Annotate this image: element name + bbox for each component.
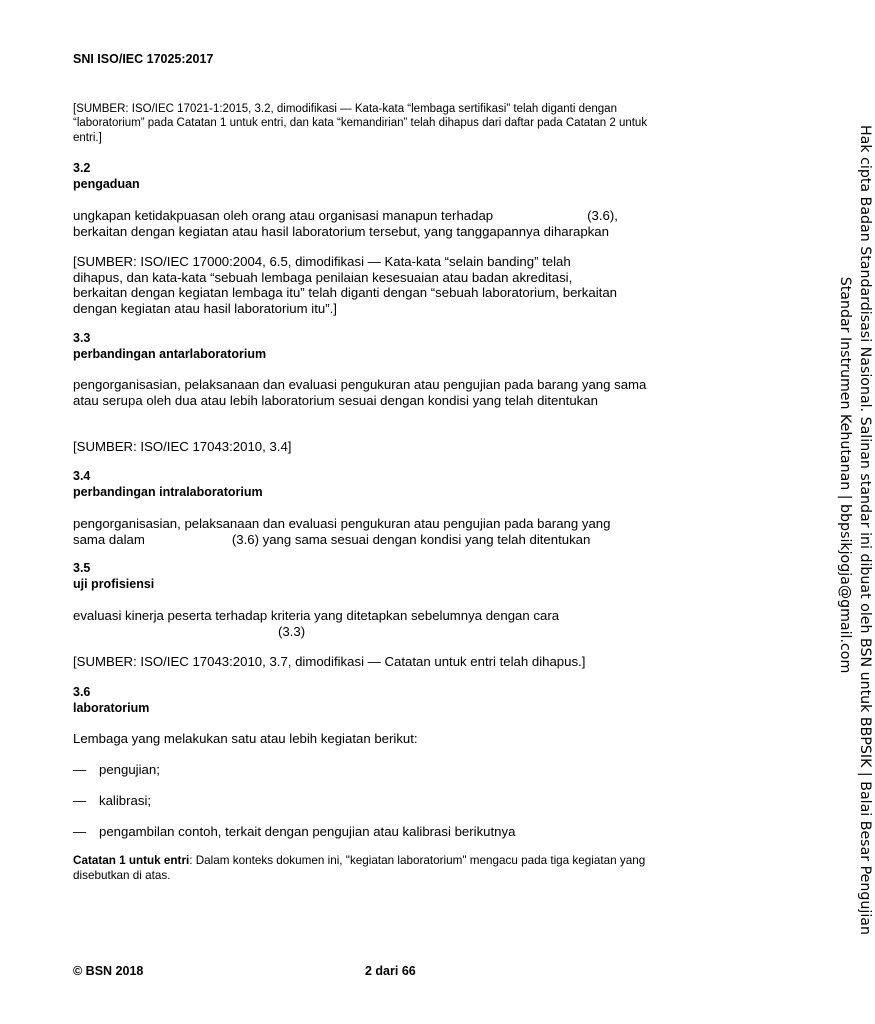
definition-reference: (3.3) bbox=[278, 623, 306, 639]
list-item-text: pengambilan contoh, terkait dengan pengujian atau kalibrasi berikutnya bbox=[99, 824, 516, 839]
section-number: 3.6 bbox=[73, 685, 91, 699]
copyright-watermark bbox=[835, 125, 875, 935]
definition-reference: (3.6), bbox=[587, 208, 618, 223]
definition-text: berkaitan dengan kegiatan atau hasil laboratorium tersebut, yang tanggapannya diharapkan bbox=[73, 223, 609, 239]
section-term: perbandingan antarlaboratorium bbox=[73, 346, 267, 361]
document-id-header: SNI ISO/IEC 17025:2017 bbox=[73, 52, 214, 66]
dash-bullet: — bbox=[73, 762, 87, 777]
section-number: 3.5 bbox=[73, 561, 91, 575]
watermark-line-1: Hak cipta Badan Standardisasi Nasional. Salinan standar ini dibuat oleh BSN untuk BBPSIK | Balai Besar Pengujian bbox=[857, 125, 873, 935]
list-item bbox=[73, 793, 151, 809]
section-3-2 bbox=[73, 161, 658, 192]
section-number: 3.2 bbox=[73, 161, 91, 175]
definition-3-4 bbox=[73, 516, 658, 547]
source-3-5: [SUMBER: ISO/IEC 17043:2010, 3.7, dimodifikasi — Catatan untuk entri telah dihapus.] bbox=[73, 654, 586, 669]
section-3-6 bbox=[73, 685, 658, 716]
watermark-line-2: Standar Instrumen Kehutanan | bbpsikjogja@gmail.com bbox=[837, 276, 853, 674]
definition-3-3: pengorganisasian, pelaksanaan dan evaluasi pengukuran atau pengujian pada barang yang sama atau serupa oleh dua atau lebih laboratorium sesuai dengan kondisi yang telah ditentukan bbox=[73, 377, 647, 408]
definition-3-6: Lembaga yang melakukan satu atau lebih kegiatan berikut: bbox=[73, 731, 418, 746]
list-item bbox=[73, 824, 515, 840]
list-item-text: kalibrasi; bbox=[99, 793, 152, 808]
section-3-3 bbox=[73, 331, 658, 362]
section-number: 3.3 bbox=[73, 331, 91, 345]
footer-page-number: 2 dari 66 bbox=[365, 964, 416, 978]
list-item bbox=[73, 762, 160, 778]
definition-reference: (3.6) yang sama sesuai dengan kondisi yang telah ditentukan bbox=[231, 531, 591, 547]
section-3-4 bbox=[73, 469, 658, 500]
section-number: 3.4 bbox=[73, 469, 91, 483]
section-3-5 bbox=[73, 561, 658, 592]
footer-copyright: © BSN 2018 bbox=[73, 964, 144, 978]
note-text: : Dalam konteks dokumen ini, "kegiatan laboratorium" mengacu pada tiga kegiatan yang disebutkan di atas. bbox=[73, 854, 646, 882]
source-note-3-1: [SUMBER: ISO/IEC 17021-1:2015, 3.2, dimodifikasi — Kata-kata “lembaga sertifikasi” telah diganti dengan “laboratorium” pada Catatan 1 untuk entri, dan kata “kemandirian” telah dihapus dari daftar pada Catatan 2 untuk entri.] bbox=[73, 103, 648, 144]
list-item-text: pengujian; bbox=[99, 762, 160, 777]
definition-3-5 bbox=[73, 608, 658, 639]
section-term: uji profisiensi bbox=[73, 576, 155, 591]
section-term: perbandingan intralaboratorium bbox=[73, 484, 263, 499]
dash-bullet: — bbox=[73, 824, 87, 839]
section-term: pengaduan bbox=[73, 176, 140, 191]
definition-3-2 bbox=[73, 208, 658, 239]
definition-text: evaluasi kinerja peserta terhadap kriteria yang ditetapkan sebelumnya dengan cara bbox=[73, 608, 560, 623]
section-term: laboratorium bbox=[73, 700, 150, 715]
source-3-3: [SUMBER: ISO/IEC 17043:2010, 3.4] bbox=[73, 439, 292, 454]
definition-text: ungkapan ketidakpuasan oleh orang atau organisasi manapun terhadap bbox=[73, 208, 494, 223]
entry-note bbox=[73, 853, 658, 883]
definition-text: sama dalam bbox=[73, 531, 145, 547]
source-3-2: [SUMBER: ISO/IEC 17000:2004, 6.5, dimodifikasi — Kata-kata “selain banding” telah dihapus, dan kata-kata “sebuah lembaga penilaian kesesuaian atau badan akreditasi, berkaitan dengan kegiatan lembaga itu” telah diganti dengan “sebuah laboratorium, berkaitan dengan kegiatan atau hasil laboratorium itu”.] bbox=[73, 254, 617, 316]
note-label: Catatan 1 untuk entri bbox=[73, 854, 190, 867]
definition-text: pengorganisasian, pelaksanaan dan evaluasi pengukuran atau pengujian pada barang yang bbox=[73, 516, 611, 531]
dash-bullet: — bbox=[73, 793, 87, 808]
